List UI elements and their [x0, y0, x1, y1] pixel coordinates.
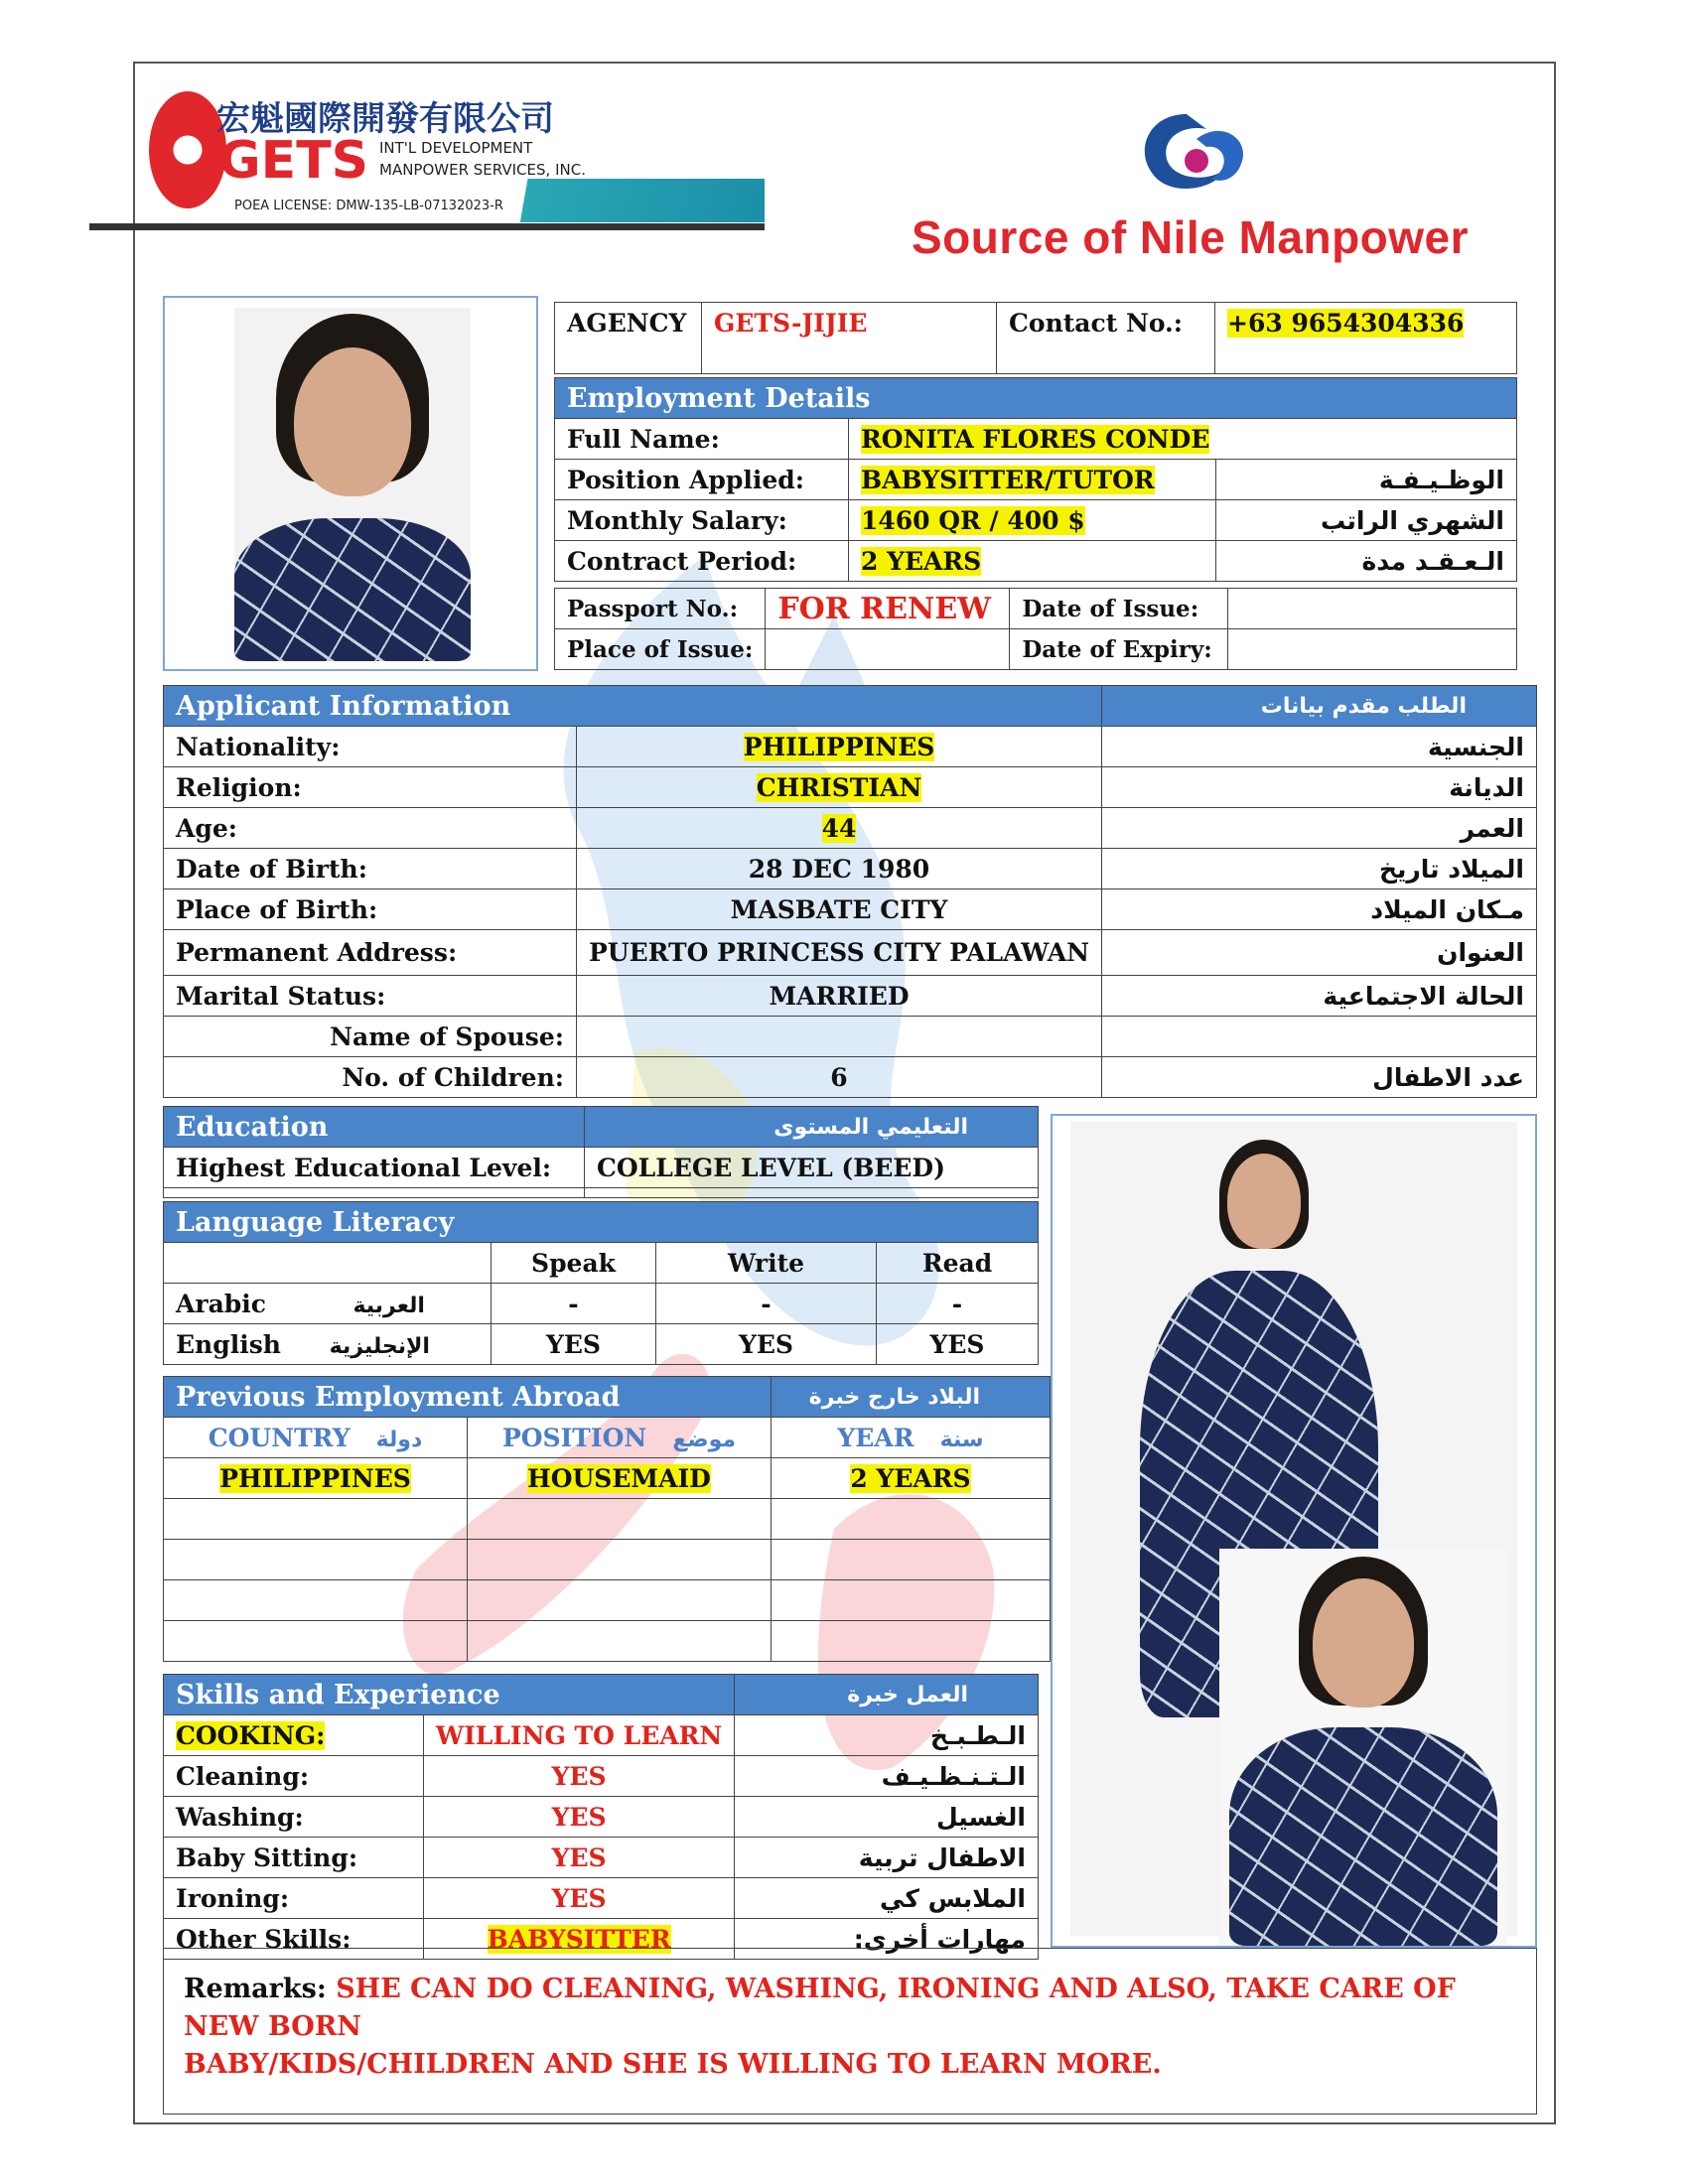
remarks-box — [163, 1948, 1537, 2115]
country-header-ar: دولة — [375, 1427, 423, 1452]
skills-table — [163, 1674, 1039, 1960]
prev-position: HOUSEMAID — [527, 1463, 711, 1493]
logo-teal-band — [467, 179, 765, 222]
contract-ar: الـعـقـد مدة — [1216, 541, 1517, 582]
address-ar: العنوان — [1102, 930, 1537, 976]
washing-label: Washing: — [164, 1797, 424, 1838]
place-issue-label: Place of Issue: — [555, 629, 766, 670]
passport-table — [554, 588, 1517, 670]
speak-header: Speak — [492, 1243, 656, 1284]
religion-value: CHRISTIAN — [756, 772, 922, 802]
gets-logo — [89, 81, 765, 230]
spouse-value — [577, 1017, 1102, 1057]
cooking-ar: الـطـبـخ — [735, 1715, 1039, 1756]
expiry-label: Date of Expiry: — [1010, 629, 1228, 670]
gets-name: GETS — [218, 131, 369, 191]
age-value: 44 — [821, 813, 857, 843]
language-table — [163, 1201, 1039, 1365]
religion-ar: الديانة — [1102, 767, 1537, 808]
issue-date-value — [1228, 589, 1517, 629]
employment-title: Employment Details — [555, 378, 1517, 419]
marital-value: MARRIED — [577, 976, 1102, 1017]
remarks-text-line1: SHE CAN DO CLEANING, WASHING, IRONING AND ALSO, TAKE CARE OF NEW BORN — [184, 1974, 1456, 2042]
previous-title-ar: البلاد خارج خبرة — [772, 1377, 1051, 1418]
brand-name: Source of Nile Manpower — [912, 211, 1470, 263]
spouse-ar — [1102, 1017, 1537, 1057]
prev-year: 2 YEARS — [850, 1463, 971, 1493]
agency-value: GETS-JIJIE — [702, 303, 997, 374]
pob-label: Place of Birth: — [164, 889, 577, 930]
passport-no-value: FOR RENEW — [766, 589, 1010, 629]
other-skills-value: BABYSITTER — [487, 1924, 671, 1954]
salary-ar: الشهري الراتب — [1216, 500, 1517, 541]
employment-table — [554, 377, 1517, 582]
previous-title: Previous Employment Abroad — [164, 1377, 772, 1418]
age-ar: العمر — [1102, 808, 1537, 849]
babysitting-value: YES — [424, 1838, 735, 1878]
arabic-label: Arabic — [176, 1289, 266, 1318]
religion-label: Religion: — [164, 767, 577, 808]
address-label: Permanent Address: — [164, 930, 577, 976]
country-header: COUNTRY — [208, 1423, 351, 1452]
nationality-value: PHILIPPINES — [743, 732, 935, 761]
dob-value: 28 DEC 1980 — [577, 849, 1102, 889]
full-name-label: Full Name: — [555, 419, 849, 460]
prev-country: PHILIPPINES — [219, 1463, 411, 1493]
ironing-value: YES — [424, 1878, 735, 1919]
washing-value: YES — [424, 1797, 735, 1838]
cooking-label: COOKING: — [176, 1720, 326, 1750]
english-label: English — [176, 1329, 281, 1359]
nationality-ar: الجنسية — [1102, 727, 1537, 767]
year-header-ar: سنة — [939, 1427, 984, 1452]
marital-label: Marital Status: — [164, 976, 577, 1017]
position-value: BABYSITTER/TUTOR — [861, 465, 1155, 494]
applicant-table — [163, 685, 1537, 1098]
position-ar: الوظـيـفـة — [1216, 460, 1517, 500]
skills-title: Skills and Experience — [164, 1675, 735, 1715]
contract-value: 2 YEARS — [861, 546, 982, 576]
agency-table — [554, 302, 1517, 374]
ironing-label: Ironing: — [164, 1878, 424, 1919]
language-title: Language Literacy — [164, 1202, 1039, 1243]
poea-license: POEA LICENSE: DMW-135-LB-07132023-R — [234, 199, 503, 213]
gets-chinese-name: 宏魁國際開發有限公司 — [216, 99, 554, 139]
address-value: PUERTO PRINCESS CITY PALAWAN — [577, 930, 1102, 976]
edu-level-value: COLLEGE LEVEL (BEED) — [585, 1148, 1039, 1188]
english-speak: YES — [492, 1324, 656, 1365]
position-header-ar: موضع — [672, 1427, 737, 1452]
arabic-read: - — [877, 1284, 1039, 1324]
other-skills-label: Other Skills: — [164, 1919, 424, 1960]
applicant-portrait — [163, 296, 538, 671]
dob-label: Date of Birth: — [164, 849, 577, 889]
previous-table — [163, 1376, 1051, 1662]
children-ar: عدد الاطفال — [1102, 1057, 1537, 1098]
washing-ar: الغسيل — [735, 1797, 1039, 1838]
children-value: 6 — [577, 1057, 1102, 1098]
salary-value: 1460 QR / 400 $ — [861, 505, 1085, 535]
year-header: YEAR — [837, 1423, 914, 1452]
applicant-title: Applicant Information — [164, 686, 1102, 727]
babysitting-ar: الاطفال تربية — [735, 1838, 1039, 1878]
nationality-label: Nationality: — [164, 727, 577, 767]
dob-ar: الميلاد تاريخ — [1102, 849, 1537, 889]
salary-label: Monthly Salary: — [555, 500, 849, 541]
position-label: Position Applied: — [555, 460, 849, 500]
education-title-ar: التعليمي المستوى — [585, 1107, 1039, 1148]
children-label: No. of Children: — [164, 1057, 577, 1098]
write-header: Write — [656, 1243, 877, 1284]
education-title: Education — [164, 1107, 585, 1148]
marital-ar: الحالة الاجتماعية — [1102, 976, 1537, 1017]
babysitting-label: Baby Sitting: — [164, 1838, 424, 1878]
full-name-value: RONITA FLORES CONDE — [861, 424, 1210, 454]
cleaning-label: Cleaning: — [164, 1756, 424, 1797]
gets-emblem-icon — [149, 91, 226, 208]
cooking-value: WILLING TO LEARN — [424, 1715, 735, 1756]
skills-title-ar: العمل خبرة — [735, 1675, 1039, 1715]
cleaning-ar: الـتـنـظـيـف — [735, 1756, 1039, 1797]
cleaning-value: YES — [424, 1756, 735, 1797]
contact-label: Contact No.: — [997, 303, 1215, 374]
contract-label: Contract Period: — [555, 541, 849, 582]
age-label: Age: — [164, 808, 577, 849]
education-table — [163, 1106, 1039, 1198]
edu-level-label: Highest Educational Level: — [164, 1148, 585, 1188]
english-read: YES — [877, 1324, 1039, 1365]
gets-sub2: MANPOWER SERVICES, INC. — [379, 161, 586, 179]
nile-logo-icon — [1127, 99, 1266, 199]
spouse-label: Name of Spouse: — [164, 1017, 577, 1057]
remarks-label: Remarks: — [184, 1974, 327, 2004]
agency-label: AGENCY — [555, 303, 702, 374]
other-skills-ar: مهارات أخرى: — [735, 1919, 1039, 1960]
read-header: Read — [877, 1243, 1039, 1284]
passport-no-label: Passport No.: — [555, 589, 766, 629]
expiry-value — [1228, 629, 1517, 670]
ironing-ar: الملابس كي — [735, 1878, 1039, 1919]
applicant-title-ar: الطلب مقدم بيانات — [1102, 686, 1537, 727]
pob-ar: مـكان الميلاد — [1102, 889, 1537, 930]
english-label-ar: الإنجليزية — [329, 1333, 430, 1359]
issue-date-label: Date of Issue: — [1010, 589, 1228, 629]
arabic-label-ar: العربية — [352, 1293, 425, 1318]
arabic-write: - — [656, 1284, 877, 1324]
remarks-text-line2: BABY/KIDS/CHILDREN AND SHE IS WILLING TO LEARN MORE. — [184, 2049, 1162, 2080]
pob-value: MASBATE CITY — [577, 889, 1102, 930]
place-issue-value — [766, 629, 1010, 670]
english-write: YES — [656, 1324, 877, 1365]
applicant-closeup-photo — [1219, 1549, 1507, 1946]
contact-value: +63 9654304336 — [1227, 309, 1465, 338]
position-header: POSITION — [501, 1423, 647, 1452]
arabic-speak: - — [492, 1284, 656, 1324]
gets-sub1: INT'L DEVELOPMENT — [379, 139, 533, 157]
applicant-fullbody-photo — [1051, 1114, 1537, 1948]
